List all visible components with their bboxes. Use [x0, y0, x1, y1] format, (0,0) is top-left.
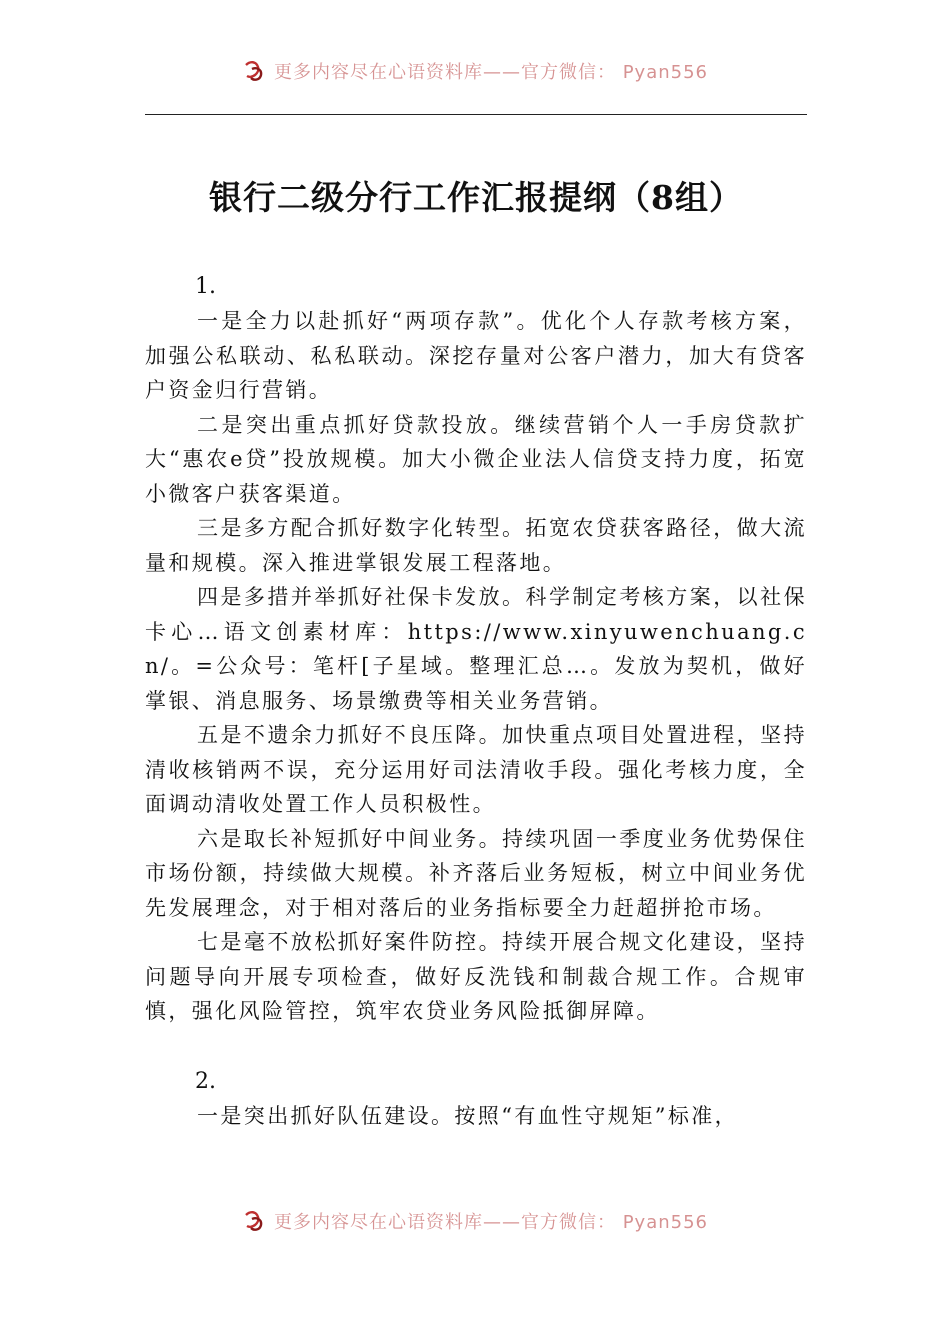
logo-icon: [242, 1209, 266, 1233]
paragraph: 七是毫不放松抓好案件防控。持续开展合规文化建设，坚持问题导向开展专项检查，做好反洗钱和制裁合规工作。合规审慎，强化风险管控，筑牢农贷业务风险抵御屏障。: [145, 930, 807, 1023]
paragraph: 四是多措并举抓好社保卡发放。科学制定考核方案，以社保卡心…语文创素材库：https://www.xinyuwenchuang.cn/。=公众号：笔杆[子星域。整理汇总…。发放为契机，做好掌银、消息服务、场景缴费等相关业务营销。: [145, 585, 807, 713]
paragraph: 二是突出重点抓好贷款投放。继续营销个人一手房贷款扩大“惠农e贷”投放规模。加大小微企业法人信贷支持力度，拓宽小微客户获客渠道。: [145, 412, 807, 506]
header-banner-text: 更多内容尽在心语资料库——官方微信： Pyan556: [273, 62, 709, 83]
section-number: 1.: [195, 274, 216, 299]
header-divider: [145, 114, 807, 115]
section-spacer: [145, 1029, 807, 1065]
logo-icon: [242, 59, 266, 83]
paragraph: 六是取长补短抓好中间业务。持续巩固一季度业务优势保住市场份额，持续做大规模。补齐落后业务短板，树立中间业务优先发展理念，对于相对落后的业务指标要全力赶超拼抢市场。: [145, 826, 807, 920]
document-body: [145, 270, 807, 1133]
paragraph: 一是全力以赴抓好“两项存款”。优化个人存款考核方案，加强公私联动、私私联动。深挖存量对公客户潜力，加大有贷客户资金归行营销。: [145, 309, 807, 402]
paragraph: 五是不遗余力抓好不良压降。加快重点项目处置进程，坚持清收核销两不误，充分运用好司法清收手段。强化考核力度，全面调动清收处置工作人员积极性。: [145, 723, 807, 816]
document-title: 银行二级分行工作汇报提纲（8组）: [209, 178, 743, 217]
header-banner: [0, 56, 950, 86]
paragraph: 一是突出抓好队伍建设。按照“有血性守规矩”标准，: [197, 1103, 739, 1128]
paragraph: 三是多方配合抓好数字化转型。拓宽农贷获客路径，做大流量和规模。深入推进掌银发展工程落地。: [145, 516, 807, 575]
footer-banner-text: 更多内容尽在心语资料库——官方微信： Pyan556: [273, 1212, 709, 1233]
section-number: 2.: [195, 1068, 216, 1094]
footer-banner: [0, 1206, 950, 1236]
